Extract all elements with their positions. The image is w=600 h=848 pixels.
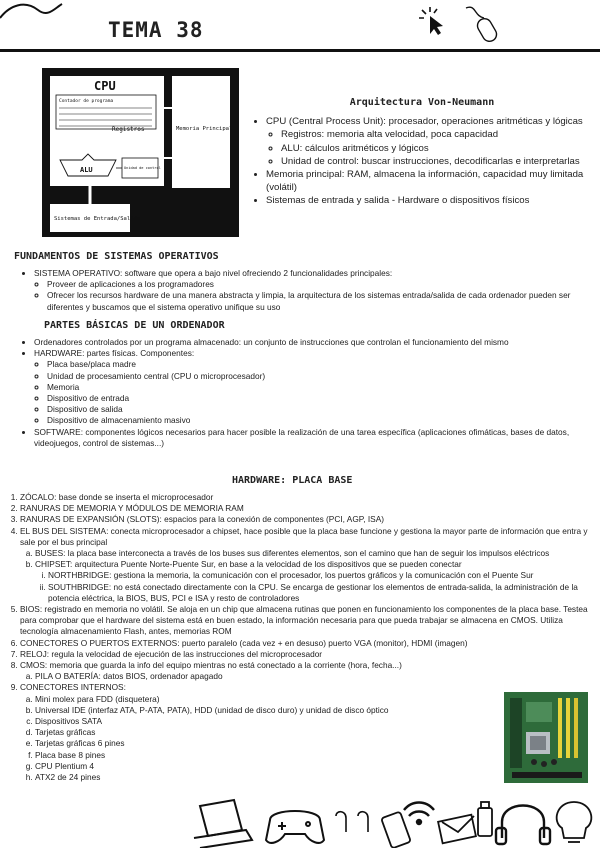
list-item: 3. RANURAS DE EXPANSIÓN (SLOTS): espacios para la conexión de componentes (PCI, AGP, ISA): [20, 514, 588, 525]
list-item: a. PILA O BATERÍA: datos BIOS, ordenador apagado: [35, 671, 588, 682]
wifi-icon: [404, 803, 434, 825]
earbuds-icon: [336, 812, 368, 832]
diagram-control-label: Unidad de control: [124, 166, 161, 170]
list-item: • Memoria principal: RAM, almacena la información, capacidad muy limitada (volátil): [266, 168, 592, 194]
list-item: f. Placa base 8 pines: [35, 750, 588, 761]
usb-icon: [478, 802, 492, 836]
so-text: SISTEMA OPERATIVO: software que opera a bajo nivel ofreciendo 2 funcionalidades principales:: [34, 268, 393, 278]
lightbulb-icon: [557, 802, 592, 842]
diagram-alu-label: ALU: [80, 166, 93, 174]
headphones-icon: [496, 806, 550, 845]
list-item: ◦ Unidad de procesamiento central (CPU o microprocesador): [47, 371, 582, 382]
partes-list: [20, 337, 582, 449]
list-item: 5. BIOS: registrado en memoria no volátil. Se aloja en un chip que almacena rutinas que ponen en funcionamiento los componentes de la placa base. Testea para comprobar que el hardware del sistema está en buen estado, la información necesaria para que pueda trabajar se almacena en CMOS. Utiliza tecnología almacenamiento Flash, antes, memorias ROM: [20, 604, 588, 638]
list-item: 1. ZÓCALO: base donde se inserta el microprocesador: [20, 492, 588, 503]
placa-section: [4, 492, 588, 783]
list-item: [20, 660, 588, 682]
diagram-registers-label: Registros: [112, 126, 145, 133]
laptop-icon: [194, 800, 252, 848]
cursor-click-icon: [418, 6, 448, 36]
list-item: • SOFTWARE: componentes lógicos necesarios para hacer posible la realización de una tarea específica (aplicaciones ofimáticas, bases de datos, videojuegos, control de sistemas...): [34, 427, 582, 449]
gamepad-icon: [266, 811, 324, 843]
bus-text: EL BUS DEL SISTEMA: conecta microprocesador a chipset, hace posible que la placa base funcione y gestiona la mayor parte de información que entra y sale por el bus principal: [20, 525, 588, 547]
phone-icon: [381, 812, 411, 848]
mouse-doodle-icon: [462, 4, 502, 46]
diagram-memory-label: Memoria Principal: [176, 126, 233, 132]
footer-doodles: [190, 792, 600, 848]
list-item: ◦ Placa base/placa madre: [47, 359, 582, 370]
list-item: d. Tarjetas gráficas: [35, 727, 588, 738]
diagram-svg: [42, 68, 239, 237]
list-item: i. NORTHBRIDGE: gestiona la memoria, la comunicación con el procesador, los puertos gráficos y la comunicación con el Puente Sur: [48, 570, 588, 581]
diagram-reg-title: Contador de programa: [59, 99, 114, 104]
list-item: g. CPU Plentium 4: [35, 761, 588, 772]
envelope-icon: [438, 815, 476, 844]
cmos-text: CMOS: memoria que guarda la info del equipo mientras no está conectado a la corriente (hora, fecha...): [20, 660, 402, 671]
von-neumann-list: [252, 115, 592, 207]
page-header: [0, 0, 600, 54]
conectores-sublist: [20, 694, 588, 784]
vn-cpu-text: CPU (Central Process Unit): procesador, operaciones aritméticas y lógicas: [266, 116, 583, 128]
list-item: [20, 682, 588, 783]
list-item: [266, 115, 592, 168]
conectores-text: CONECTORES INTERNOS:: [20, 682, 126, 693]
list-item: a. BUSES: la placa base interconecta a través de los buses sus diferentes elementos, son el camino que han de seguir los impulsos eléctricos: [35, 548, 588, 559]
cpu-sublist: [266, 128, 592, 168]
hardware-sublist: [34, 359, 582, 426]
fundamentos-list: [20, 268, 582, 313]
fundamentos-title: FUNDAMENTOS DE SISTEMAS OPERATIVOS: [14, 251, 219, 262]
motherboard-image: [504, 692, 588, 783]
list-item: ii. SOUTHBRIDGE: no está conectado directamente con la CPU. Se encarga de gestionar los elementos de entrada-salida, la administración de la potencia eléctrica, la BIOS, BUS, PCI e ISA y resto de controladores: [48, 582, 588, 604]
partes-section: [20, 337, 582, 449]
list-item: 2. RANURAS DE MEMORIA Y MÓDULOS DE MEMORIA RAM: [20, 503, 588, 514]
list-item: [35, 559, 588, 604]
list-item: [20, 526, 588, 604]
list-item: ◦ ALU: cálculos aritméticos y lógicos: [281, 142, 592, 155]
page-title: TEMA 38: [108, 18, 204, 42]
list-item: c. Dispositivos SATA: [35, 716, 588, 727]
swirl-doodle-icon: [0, 0, 80, 30]
so-sublist: [34, 279, 582, 313]
header-rule: [0, 49, 600, 52]
list-item: 6. CONECTORES O PUERTOS EXTERNOS: puerto paralelo (cada vez + en desuso) puerto VGA (monitor), HDMI (imagen): [20, 638, 588, 649]
bus-sublist: [20, 548, 588, 604]
list-item: b. Universal IDE (interfaz ATA, P-ATA, PATA), HDD (unidad de disco duro) y unidad de disco óptico: [35, 705, 588, 716]
von-neumann-title: Arquitectura Von-Neumann: [349, 97, 495, 108]
list-item: ◦ Memoria: [47, 382, 582, 393]
list-item: e. Tarjetas gráficas 6 pines: [35, 738, 588, 749]
list-item: [34, 268, 582, 313]
placa-title: HARDWARE: PLACA BASE: [232, 475, 353, 486]
fundamentos-section: [20, 268, 582, 313]
placa-list: [4, 492, 588, 783]
list-item: ◦ Unidad de control: buscar instrucciones, decodificarlas e interpretarlas: [281, 155, 592, 168]
list-item: ◦ Dispositivo de salida: [47, 404, 582, 415]
von-neumann-diagram: [42, 68, 239, 237]
chipset-sublist: [35, 570, 588, 604]
list-item: ◦ Proveer de aplicaciones a los programadores: [47, 279, 582, 290]
list-item: 7. RELOJ: regula la velocidad de ejecución de las instrucciones del microprocesador: [20, 649, 588, 660]
list-item: ◦ Dispositivo de almacenamiento masivo: [47, 415, 582, 426]
hardware-text: HARDWARE: partes físicas. Componentes:: [34, 348, 195, 359]
list-item: ◦ Registros: memoria alta velocidad, poca capacidad: [281, 128, 592, 141]
cmos-sublist: [20, 671, 588, 682]
list-item: ◦ Dispositivo de entrada: [47, 393, 582, 404]
list-item: [34, 348, 582, 426]
list-item: • Ordenadores controlados por un programa almacenado: un conjunto de instrucciones que controlan el funcionamiento del mismo: [34, 337, 582, 348]
von-neumann-section: [252, 96, 592, 208]
list-item: h. ATX2 de 24 pines: [35, 772, 588, 783]
list-item: a. Mini molex para FDD (disquetera): [35, 694, 588, 705]
diagram-io-label: Sistemas de Entrada/Salida: [54, 216, 141, 222]
list-item: ◦ Ofrecer los recursos hardware de una manera abstracta y limpia, la arquitectura de los sistemas entrada/salida de cada ordenador pueden ser diferentes y buscamos que el sistema operativo unifique su uso: [47, 290, 582, 312]
chipset-text: CHIPSET: arquitectura Puente Norte-Puente Sur, en base a la velocidad de los dispositivos que se pueden conectar: [35, 559, 462, 570]
partes-title: PARTES BÁSICAS DE UN ORDENADOR: [44, 320, 225, 331]
list-item: • Sistemas de entrada y salida - Hardware o dispositivos físicos: [266, 194, 592, 207]
diagram-cpu-label: CPU: [94, 79, 116, 93]
